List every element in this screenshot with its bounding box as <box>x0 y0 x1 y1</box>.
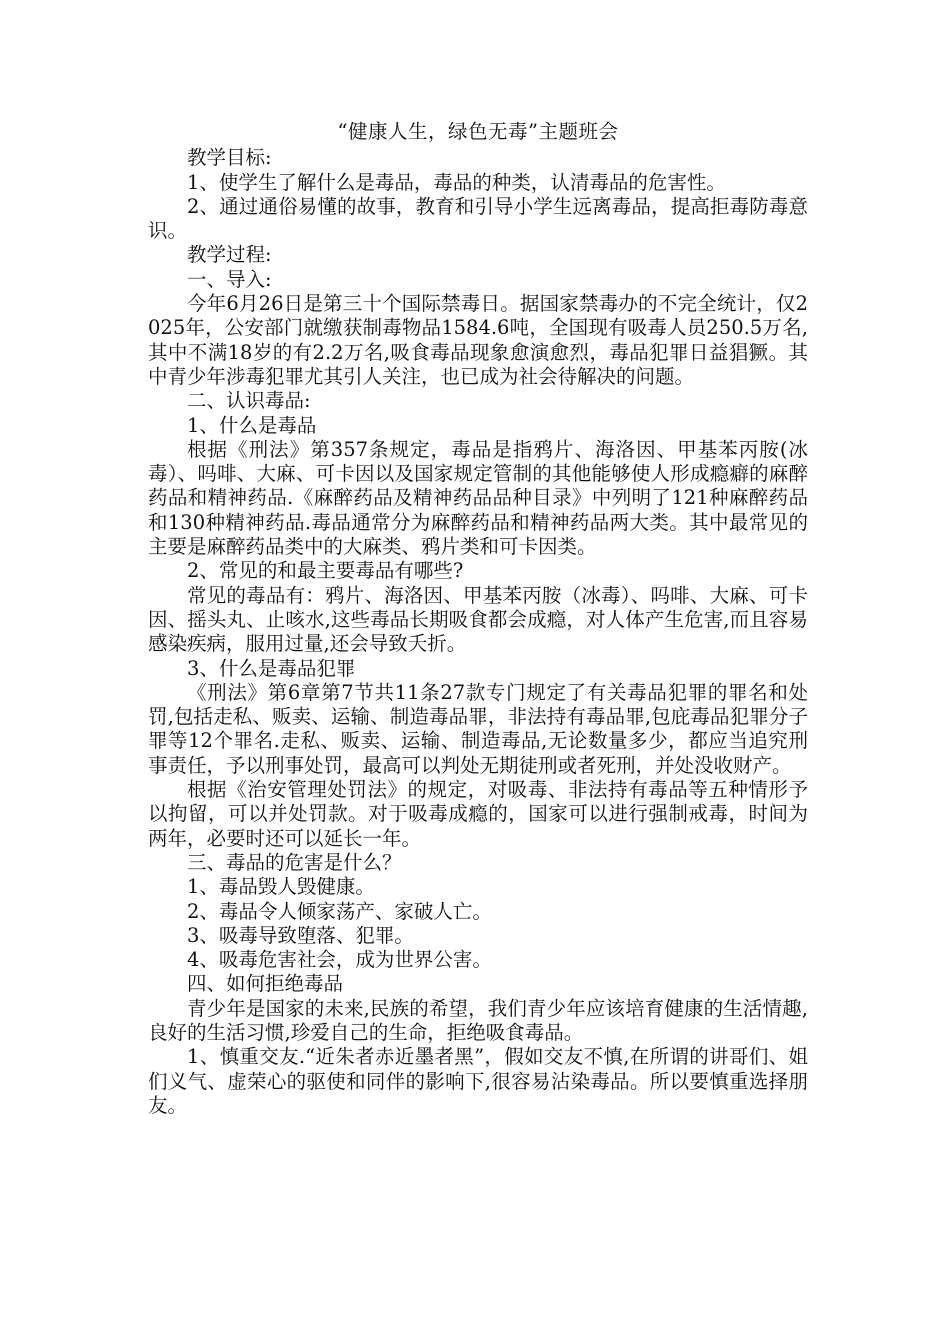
document-body <box>148 146 808 1118</box>
paragraph-choose-friends: 1、慎重交友.“近朱者赤近墨者黑”，假如交友不慎,在所谓的讲哥们、姐们义气、虚荣心的驱使和同伴的影响下,很容易沾染毒品。所以要慎重选择朋友。 <box>148 1045 808 1117</box>
paragraph-subheading-drug-crime: 3、什么是毒品犯罪 <box>187 656 356 680</box>
paragraph-section-1-heading: 一、导入: <box>187 267 272 291</box>
paragraph-introduction: 今年6月26日是第三十个国际禁毒日。据国家禁毒办的不完全统计，仅2025年，公安部门就缴获制毒物品1584.6吨，全国现有吸毒人员250.5万名,其中不满18岁的有2.2万名,吸食毒品现象愈演愈烈，毒品犯罪日益猖獗。其中青少年涉毒犯罪尤其引人关注，也已成为社会待解决的问题。 <box>148 292 808 388</box>
paragraph-section-4-heading: 四、如何拒绝毒品 <box>187 972 344 996</box>
paragraph-teaching-process-heading: 教学过程: <box>187 243 272 267</box>
document-page <box>148 120 808 1118</box>
document-title: “健康人生，绿色无毒”主题班会 <box>337 120 619 143</box>
paragraph-section-2-heading: 二、认识毒品: <box>187 389 311 413</box>
paragraph-goal-2: 2、通过通俗易懂的故事，教育和引导小学生远离毒品，提高拒毒防毒意识。 <box>148 194 808 243</box>
paragraph-criminal-law: 《刑法》第6章第7节共11条27款专门规定了有关毒品犯罪的罪名和处罚,包括走私、贩卖、运输、制造毒品罪，非法持有毒品罪,包庇毒品犯罪分子罪等12个罪名.走私、贩卖、运输、制造毒品,无论数量多少，都应当追究刑事责任，予以刑事处罚，最高可以判处无期徒刑或者死刑，并处没收财产。 <box>148 680 808 777</box>
paragraph-public-security-law: 根据《治安管理处罚法》的规定，对吸毒、非法持有毒品等五种情形予以拘留，可以并处罚款。对于吸毒成瘾的，国家可以进行强制戒毒，时间为两年，必要时还可以延长一年。 <box>148 778 808 850</box>
paragraph-drug-definition: 根据《刑法》第357条规定，毒品是指鸦片、海洛因、甲基苯丙胺(冰毒）、吗啡、大麻、可卡因以及国家规定管制的其他能够使人形成瘾癖的麻醉药品和精神药品.《麻醉药品及精神药品品种目录》中列明了121种麻醉药品和130种精神药品.毒品通常分为麻醉药品和精神药品两大类。其中最常见的主要是麻醉药品类中的大麻类、鸦片类和可卡因类。 <box>148 437 808 559</box>
paragraph-harm-4: 4、吸毒危害社会，成为世界公害。 <box>187 948 492 972</box>
paragraph-harm-3: 3、吸毒导致堕落、犯罪。 <box>187 923 414 947</box>
paragraph-harm-1: 1、毒品毁人毁健康。 <box>187 875 375 899</box>
paragraph-teaching-goals-heading: 教学目标: <box>187 146 272 170</box>
paragraph-harm-2: 2、毒品令人倾家荡产、家破人亡。 <box>187 899 492 923</box>
paragraph-subheading-common-drugs: 2、常见的和最主要毒品有哪些? <box>187 559 464 583</box>
paragraph-youth: 青少年是国家的未来,民族的希望，我们青少年应该培育健康的生活情趣,良好的生活习惯,珍爱自己的生命，拒绝吸食毒品。 <box>148 996 808 1044</box>
paragraph-goal-1: 1、使学生了解什么是毒品，毒品的种类，认清毒品的危害性。 <box>187 170 726 194</box>
paragraph-section-3-heading: 三、毒品的危害是什么？ <box>187 850 402 874</box>
paragraph-common-drugs: 常见的毒品有：鸦片、海洛因、甲基苯丙胺（冰毒）、吗啡、大麻、可卡因、摇头丸、止咳水,这些毒品长期吸食都会成瘾，对人体产生危害,而且容易感染疾病，服用过量,还会导致夭折。 <box>148 583 808 656</box>
paragraph-subheading-what-is-drug: 1、什么是毒品 <box>187 413 317 437</box>
